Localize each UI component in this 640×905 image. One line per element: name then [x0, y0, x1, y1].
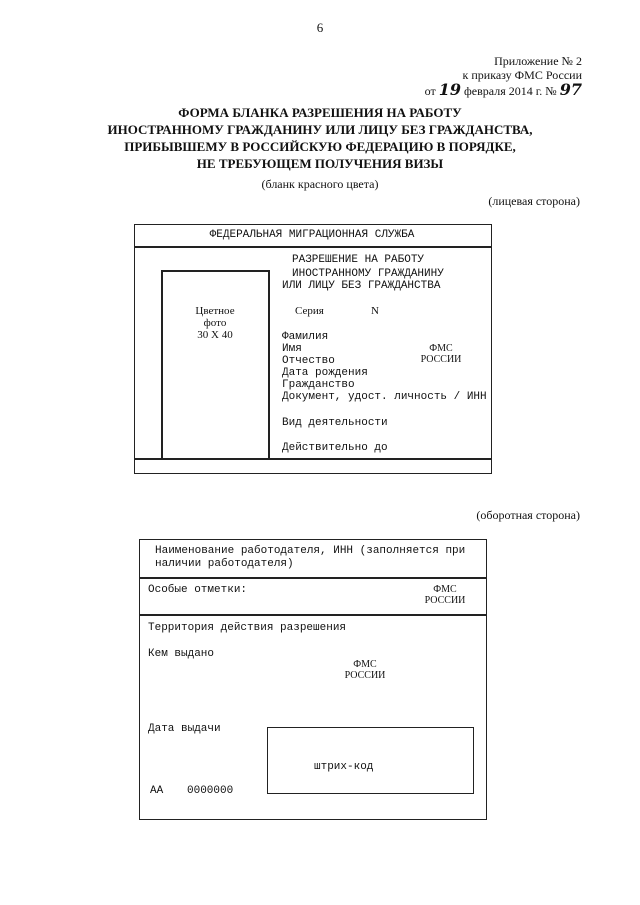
photo-placeholder: [162, 305, 268, 341]
appendix-date-prefix: от: [424, 84, 436, 98]
territory-label: Территория действия разрешения: [148, 622, 347, 634]
field-name: Имя: [282, 343, 302, 355]
employer-line1: Наименование работодателя, ИНН (заполняется при: [155, 545, 466, 557]
stamp-placeholder-back-1: [420, 584, 470, 606]
document-title: [0, 104, 640, 172]
appendix-date-mid: февраля 2014 г. №: [464, 84, 557, 98]
photo-box-top: [161, 270, 270, 272]
photo-label-1: Цветное: [195, 305, 235, 317]
appendix-line1: Приложение № 2: [494, 54, 582, 68]
title-line-3: ПРИБЫВШЕМУ В РОССИЙСКУЮ ФЕДЕРАЦИЮ В ПОРЯДКЕ,: [124, 139, 516, 154]
appendix-line3: [425, 82, 582, 99]
title-line-2: ИНОСТРАННОМУ ГРАЖДАНИНУ ИЛИ ЛИЦУ БЕЗ ГРАЖДАНСТВА,: [107, 122, 533, 137]
series-label: Серия: [295, 305, 324, 317]
back-divider-2: [139, 614, 487, 616]
front-side-label: (лицевая сторона): [488, 194, 580, 208]
stamp-front-line1: ФМС: [429, 343, 453, 354]
back-side-label: (оборотная сторона): [476, 508, 580, 522]
series-code: АА: [150, 785, 164, 797]
employer-line2: наличии работодателя): [155, 558, 294, 570]
handwritten-order-number: 97: [559, 80, 582, 99]
field-surname: Фамилия: [282, 331, 329, 343]
stamp-back1-line2: РОССИИ: [424, 595, 466, 606]
stamp-front-line2: РОССИИ: [420, 354, 462, 365]
field-id-document: Документ, удост. личность / ИНН: [282, 391, 487, 403]
blank-color-note: (бланк красного цвета): [261, 177, 379, 191]
number-label: N: [371, 305, 379, 317]
special-marks-label: Особые отметки:: [148, 584, 248, 596]
field-birth-date: Дата рождения: [282, 367, 368, 379]
stamp-back2-line2: РОССИИ: [344, 670, 386, 681]
permit-title-line1: РАЗРЕШЕНИЕ НА РАБОТУ: [292, 254, 425, 266]
permit-title-line3: ИЛИ ЛИЦУ БЕЗ ГРАЖДАНСТВА: [282, 280, 441, 292]
photo-box-right: [268, 270, 270, 459]
front-bottom-divider: [134, 458, 492, 460]
field-valid-until: Действительно до: [282, 442, 388, 454]
issued-by-label: Кем выдано: [148, 648, 215, 660]
page-number: 6: [316, 20, 324, 35]
front-header: ФЕДЕРАЛЬНАЯ МИГРАЦИОННАЯ СЛУЖБА: [209, 229, 415, 241]
field-citizenship: Гражданство: [282, 379, 355, 391]
photo-box-left: [161, 270, 163, 459]
stamp-back1-line1: ФМС: [433, 584, 457, 595]
photo-label-3: 30 X 40: [197, 329, 233, 341]
title-line-4: НЕ ТРЕБУЮЩЕМ ПОЛУЧЕНИЯ ВИЗЫ: [196, 156, 444, 171]
back-divider-1: [139, 577, 487, 579]
barcode-label: штрих-код: [314, 761, 374, 773]
photo-label-2: фото: [203, 317, 227, 329]
permit-title-line2: ИНОСТРАННОМУ ГРАЖДАНИНУ: [292, 268, 444, 280]
front-header-divider: [134, 246, 492, 248]
stamp-placeholder-front: [418, 343, 464, 365]
stamp-placeholder-back-2: [340, 659, 390, 681]
field-patronymic: Отчество: [282, 355, 335, 367]
handwritten-day: 19: [438, 80, 461, 99]
field-activity: Вид деятельности: [282, 417, 388, 429]
stamp-back2-line1: ФМС: [353, 659, 377, 670]
appendix-line2: к приказу ФМС России: [462, 68, 582, 82]
number-code: 0000000: [187, 785, 234, 797]
title-line-1: ФОРМА БЛАНКА РАЗРЕШЕНИЯ НА РАБОТУ: [178, 105, 462, 120]
issue-date-label: Дата выдачи: [148, 723, 221, 735]
